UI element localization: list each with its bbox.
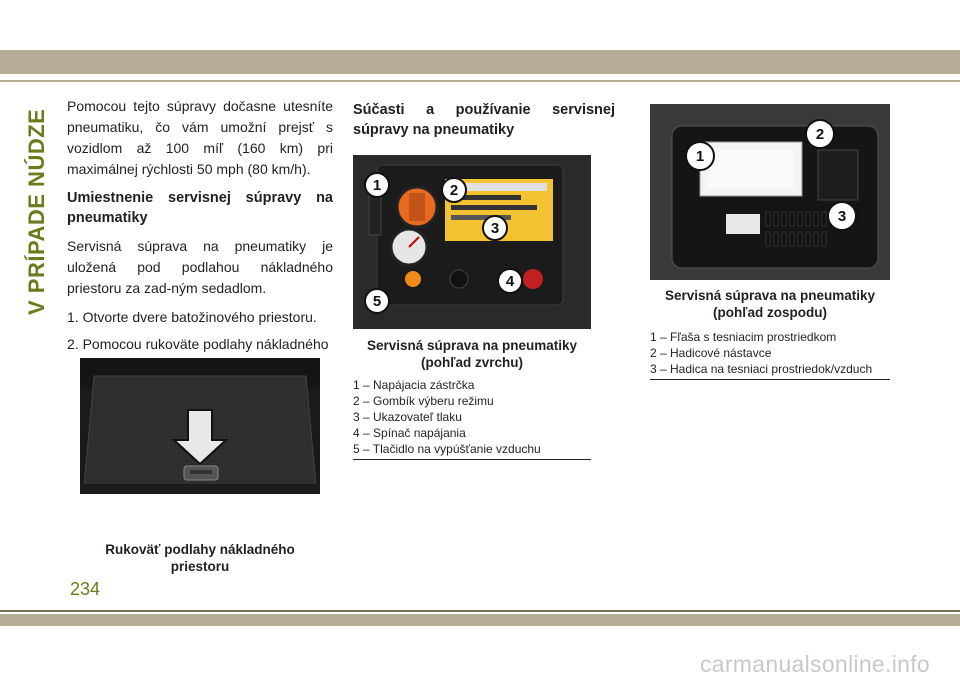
svg-text:5: 5 xyxy=(372,293,382,310)
column-middle xyxy=(353,100,615,148)
legend-item: 1 – Napájacia zástrčka xyxy=(353,378,475,392)
watermark: carmanualsonline.info xyxy=(699,651,930,677)
legend-item: 3 – Ukazovateľ tlaku xyxy=(353,410,462,424)
legend-item: 4 – Spínač napájania xyxy=(353,426,466,440)
svg-text:3: 3 xyxy=(837,208,847,225)
location-heading: Umiestnenie servisnej súpravy na pneumatiky xyxy=(67,190,333,226)
callout-badge xyxy=(365,173,389,197)
page-number: 234 xyxy=(70,579,101,599)
footer-rule xyxy=(0,610,960,612)
svg-text:1: 1 xyxy=(372,177,382,194)
column-left xyxy=(67,96,333,382)
kit-top-legend xyxy=(353,377,591,460)
svg-text:2: 2 xyxy=(815,126,825,143)
step-item: 1. Otvorte dvere batožinového priestoru. xyxy=(67,309,317,325)
cargo-floor-photo xyxy=(80,358,320,494)
header-band xyxy=(0,50,960,74)
legend-item: 1 – Fľaša s tesniacim prostriedkom xyxy=(650,330,837,344)
callout-badge xyxy=(483,216,507,240)
intro-paragraph: Pomocou tejto súpravy dočasne utesníte pneumatiku, čo vám umožní prejsť s vozidlom až 100 míľ (160 km) pri maximálnej rýchlosti 50 mph (80 km/h). xyxy=(67,98,333,177)
legend-item: 5 – Tlačidlo na vypúšťanie vzduchu xyxy=(353,442,541,456)
location-paragraph: Servisná súprava na pneumatiky je uložená pod podlahou nákladného priestoru za zad-ným sedadlom. xyxy=(67,238,333,296)
svg-text:2: 2 xyxy=(449,182,459,199)
cargo-floor-caption: Rukoväť podlahy nákladného priestoru xyxy=(105,542,295,574)
svg-text:3: 3 xyxy=(490,220,500,237)
callout-badge xyxy=(806,120,834,148)
step-item: 2. Pomocou rukoväte podlahy nákladného xyxy=(67,336,329,352)
callout-badge xyxy=(828,202,856,230)
footer-band xyxy=(0,614,960,626)
legend-item: 2 – Gombík výberu režimu xyxy=(353,394,494,408)
callout-badge xyxy=(365,289,389,313)
components-heading: Súčasti a používanie servisnej súpravy na pneumatiky xyxy=(353,102,615,138)
kit-bottom-photo xyxy=(650,104,890,280)
legend-item: 2 – Hadicové nástavce xyxy=(650,346,772,360)
kit-top-caption: Servisná súprava na pneumatiky (pohľad zvrchu) xyxy=(366,338,578,370)
svg-text:4: 4 xyxy=(505,273,515,290)
header-rule xyxy=(0,80,960,82)
callout-badge xyxy=(686,142,714,170)
legend-item: 3 – Hadica na tesniaci prostriedok/vzduch xyxy=(650,362,873,376)
kit-bottom-caption: Servisná súprava na pneumatiky (pohľad zospodu) xyxy=(664,288,876,320)
callout-badge xyxy=(498,269,522,293)
kit-top-photo xyxy=(353,155,591,329)
section-title: V PRÍPADE NÚDZE xyxy=(24,108,49,315)
callout-badge xyxy=(442,178,466,202)
svg-text:1: 1 xyxy=(695,148,705,165)
kit-bottom-legend xyxy=(650,329,890,380)
